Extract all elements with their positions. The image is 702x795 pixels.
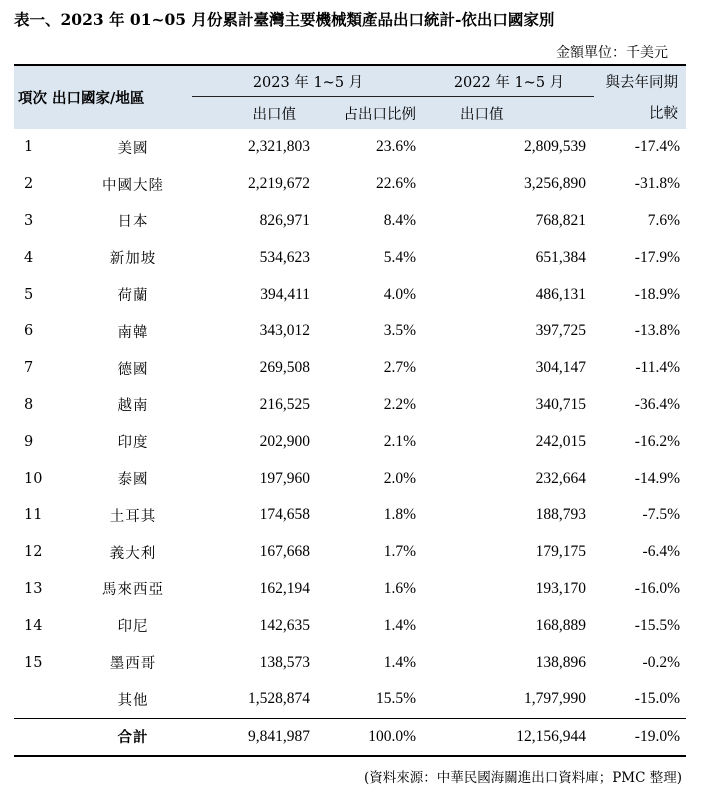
- cell-v2022: 179,175: [535, 543, 586, 561]
- cell-share: 1.6%: [383, 579, 416, 597]
- table-row: [14, 276, 686, 313]
- cell-country: 泰國: [117, 472, 149, 489]
- header-export-value-2022: 出口值: [424, 97, 594, 130]
- cell-change: -7.5%: [642, 506, 680, 524]
- cell-v2023: 1,528,874: [192, 681, 318, 718]
- cell-v2023: 269,508: [259, 359, 310, 377]
- table-row: [14, 607, 686, 644]
- table-row: [14, 387, 686, 424]
- cell-v2022: 168,889: [535, 616, 586, 634]
- cell-v2023: 162,194: [259, 579, 310, 597]
- cell-share: 3.5%: [383, 322, 416, 340]
- cell-v2022: 188,793: [535, 506, 586, 524]
- cell-idx: 11: [24, 507, 43, 524]
- total-change: -19.0%: [594, 718, 686, 756]
- table-row: [14, 129, 686, 166]
- total-v2023: 9,841,987: [192, 718, 318, 756]
- cell-share: 23.6%: [375, 138, 416, 156]
- cell-v2022: 3,256,890: [524, 175, 586, 193]
- cell-idx: 15: [24, 654, 43, 671]
- cell-change: -16.2%: [634, 432, 680, 450]
- total-row: [14, 718, 686, 756]
- cell-country: 南韓: [117, 324, 149, 341]
- table-row: [14, 313, 686, 350]
- cell-country: 中國大陸: [102, 177, 164, 194]
- cell-idx: 14: [24, 617, 43, 634]
- cell-v2023: 2,219,672: [248, 175, 310, 193]
- cell-v2023: 343,012: [259, 322, 310, 340]
- cell-share: 4.0%: [383, 285, 416, 303]
- cell-v2022: 2,809,539: [524, 138, 586, 156]
- header-yoy-line2: 比較: [594, 97, 686, 130]
- cell-idx: 13: [24, 580, 43, 597]
- unit-label: 金額單位：千美元: [556, 45, 668, 61]
- cell-country: 荷蘭: [117, 288, 149, 305]
- cell-v2022: 304,147: [535, 359, 586, 377]
- cell-idx: 7: [24, 360, 34, 377]
- cell-share: 1.7%: [383, 543, 416, 561]
- cell-idx: 12: [24, 544, 43, 561]
- table-row: [14, 423, 686, 460]
- export-table: [14, 64, 686, 757]
- header-2023-group: 2023 年 1~5 月: [192, 65, 424, 97]
- cell-v2023: 174,658: [259, 506, 310, 524]
- table-row: [14, 681, 686, 718]
- table-row: [14, 534, 686, 571]
- cell-change: -14.9%: [634, 469, 680, 487]
- cell-change: -36.4%: [634, 395, 680, 413]
- table-row: [14, 203, 686, 240]
- cell-v2023: 167,668: [259, 543, 310, 561]
- cell-country: 印尼: [117, 619, 149, 636]
- cell-country: 印度: [117, 435, 149, 452]
- cell-change: -15.0%: [594, 681, 686, 718]
- cell-country: 美國: [117, 140, 149, 157]
- cell-v2022: 340,715: [535, 395, 586, 413]
- header-2022-group: 2022 年 1~5 月: [424, 65, 594, 97]
- cell-share: 2.1%: [383, 432, 416, 450]
- header-share: 占出口比例: [318, 97, 424, 130]
- cell-change: -13.8%: [634, 322, 680, 340]
- cell-v2023: 216,525: [259, 395, 310, 413]
- source-note: (資料來源：中華民國海關進出口資料庫；PMC 整理): [363, 770, 682, 786]
- table-row: [14, 497, 686, 534]
- total-share: 100.0%: [318, 718, 424, 756]
- table-title: 表一、2023 年 01~05 月份累計臺灣主要機械類產品出口統計-依出口國家別: [14, 10, 555, 29]
- cell-share: 15.5%: [318, 681, 424, 718]
- cell-country: 土耳其: [109, 508, 157, 525]
- cell-share: 2.0%: [383, 469, 416, 487]
- cell-country: 德國: [117, 361, 149, 378]
- cell-v2022: 242,015: [535, 432, 586, 450]
- cell-idx: 2: [24, 176, 34, 193]
- cell-change: -18.9%: [634, 285, 680, 303]
- cell-idx: 8: [24, 396, 34, 413]
- cell-v2023: 138,573: [259, 653, 310, 671]
- table-row: [14, 644, 686, 681]
- table-row: [14, 166, 686, 203]
- cell-change: -31.8%: [634, 175, 680, 193]
- cell-change: -0.2%: [642, 653, 680, 671]
- cell-country: 新加坡: [109, 251, 157, 268]
- cell-v2023: 394,411: [260, 285, 310, 303]
- cell-country: 馬來西亞: [102, 582, 164, 599]
- cell-idx: 5: [24, 286, 34, 303]
- cell-v2023: 534,623: [259, 248, 310, 266]
- cell-v2022: 486,131: [535, 285, 586, 303]
- cell-share: 1.8%: [383, 506, 416, 524]
- cell-share: 5.4%: [383, 248, 416, 266]
- cell-share: 1.4%: [383, 653, 416, 671]
- cell-share: 1.4%: [383, 616, 416, 634]
- cell-change: -17.9%: [634, 248, 680, 266]
- total-label: 合計: [74, 718, 192, 756]
- cell-v2022: 768,821: [535, 211, 586, 229]
- cell-v2022: 1,797,990: [424, 681, 594, 718]
- total-v2022: 12,156,944: [424, 718, 594, 756]
- cell-share: 2.7%: [383, 359, 416, 377]
- cell-idx: 9: [24, 433, 34, 450]
- cell-idx: 1: [24, 139, 34, 156]
- cell-idx: 10: [24, 470, 43, 487]
- cell-v2022: 232,664: [535, 469, 586, 487]
- cell-country: 越南: [117, 398, 149, 415]
- table-body: [14, 129, 686, 756]
- header-export-value-2023: 出口值: [192, 97, 318, 130]
- cell-share: 22.6%: [375, 175, 416, 193]
- table-row: [14, 460, 686, 497]
- cell-v2023: 142,635: [259, 616, 310, 634]
- cell-country: 義大利: [109, 545, 157, 562]
- table-row: [14, 571, 686, 608]
- cell-idx: 6: [24, 323, 34, 340]
- cell-v2022: 193,170: [535, 579, 586, 597]
- cell-v2023: 197,960: [259, 469, 310, 487]
- cell-v2022: 138,896: [535, 653, 586, 671]
- cell-idx: [14, 681, 74, 718]
- table-row: [14, 239, 686, 276]
- cell-change: -6.4%: [642, 543, 680, 561]
- cell-v2022: 651,384: [535, 248, 586, 266]
- table-row: [14, 350, 686, 387]
- cell-share: 8.4%: [383, 211, 416, 229]
- cell-change: 7.6%: [647, 211, 680, 229]
- cell-v2022: 397,725: [535, 322, 586, 340]
- header-yoy-line1: 與去年同期: [594, 65, 686, 97]
- cell-idx: 3: [24, 212, 34, 229]
- cell-share: 2.2%: [383, 395, 416, 413]
- cell-v2023: 826,971: [259, 211, 310, 229]
- cell-country: 其他: [74, 681, 192, 718]
- cell-v2023: 2,321,803: [248, 138, 310, 156]
- cell-change: -17.4%: [634, 138, 680, 156]
- cell-change: -15.5%: [634, 616, 680, 634]
- total-index-empty: [14, 718, 74, 756]
- cell-country: 墨西哥: [109, 656, 157, 673]
- cell-change: -11.4%: [635, 359, 680, 377]
- cell-change: -16.0%: [634, 579, 680, 597]
- cell-idx: 4: [24, 249, 34, 266]
- cell-v2023: 202,900: [259, 432, 310, 450]
- cell-country: 日本: [117, 214, 149, 231]
- header-index-country: 項次 出口國家/地區: [14, 65, 192, 129]
